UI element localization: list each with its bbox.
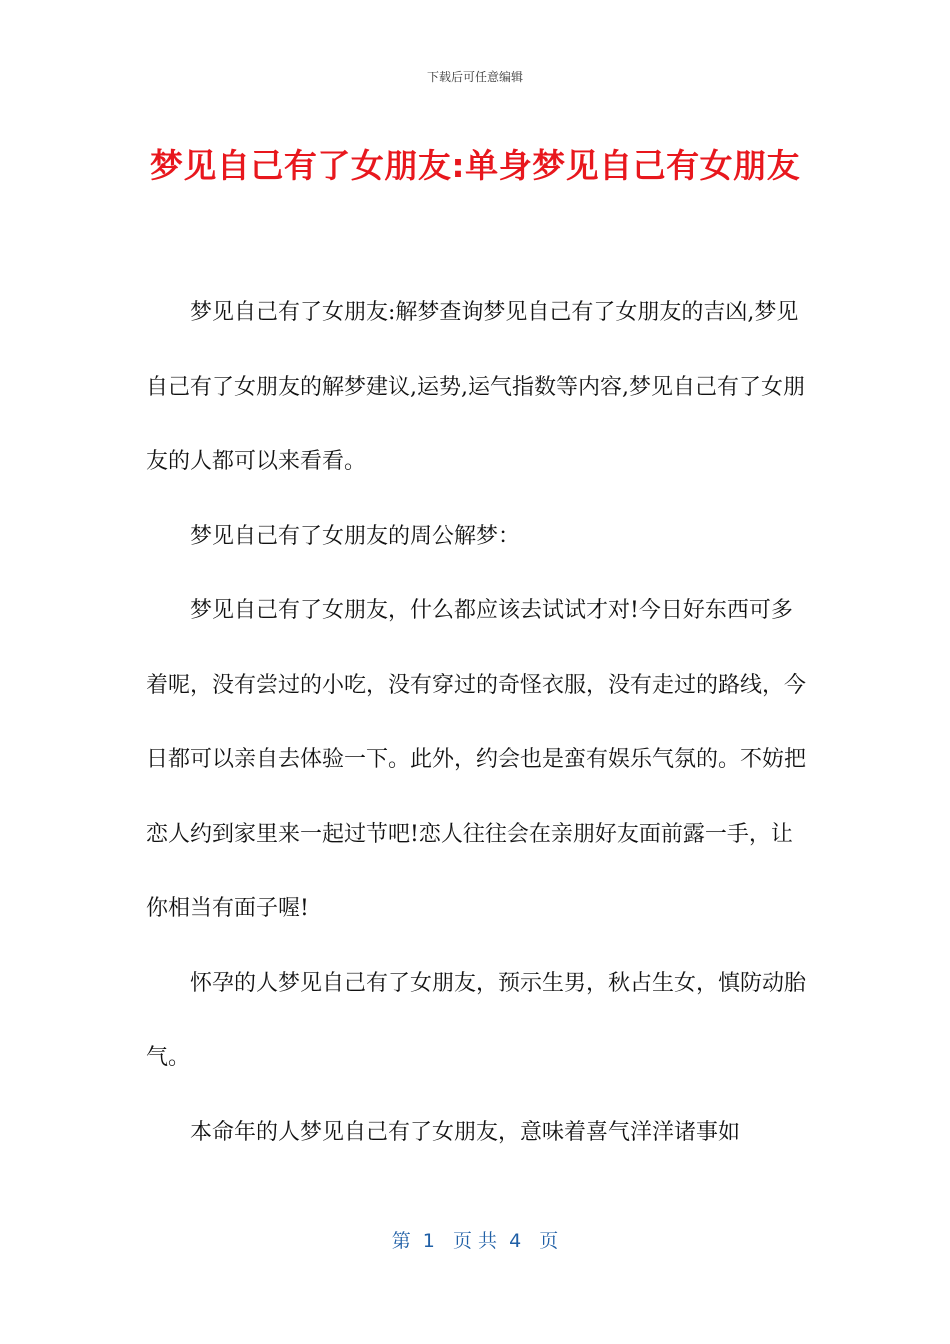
paragraph: 梦见自己有了女朋友，什么都应该去试试才对!今日好东西可多着呢，没有尝过的小吃，没有穿过的奇怪衣服，没有走过的路线，今日都可以亲自去体验一下。此外，约会也是蛮有娱乐气氛的。不妨把恋人约到家里来一起过节吧!恋人往往会在亲朋好友面前露一手，让你相当有面子喔! [146, 598, 807, 921]
paragraph: 梦见自己有了女朋友:解梦查询梦见自己有了女朋友的吉凶,梦见自己有了女朋友的解梦建议,运势,运气指数等内容,梦见自己有了女朋友的人都可以来看看。 [146, 300, 805, 474]
paragraph: 梦见自己有了女朋友的周公解梦： [190, 523, 521, 549]
header-note: 下载后可任意编辑 [426, 70, 523, 84]
document-body [146, 276, 814, 1170]
paragraph: 怀孕的人梦见自己有了女朋友，预示生男，秋占生女，慎防动胎气。 [146, 970, 807, 1070]
paragraph: 本命年的人梦见自己有了女朋友，意味着喜气洋洋诸事如 [190, 1119, 741, 1145]
page-footer: 第 1 页 共 4 页 [391, 1230, 559, 1252]
document-title: 梦见自己有了女朋友:单身梦见自己有女朋友 [149, 146, 801, 185]
